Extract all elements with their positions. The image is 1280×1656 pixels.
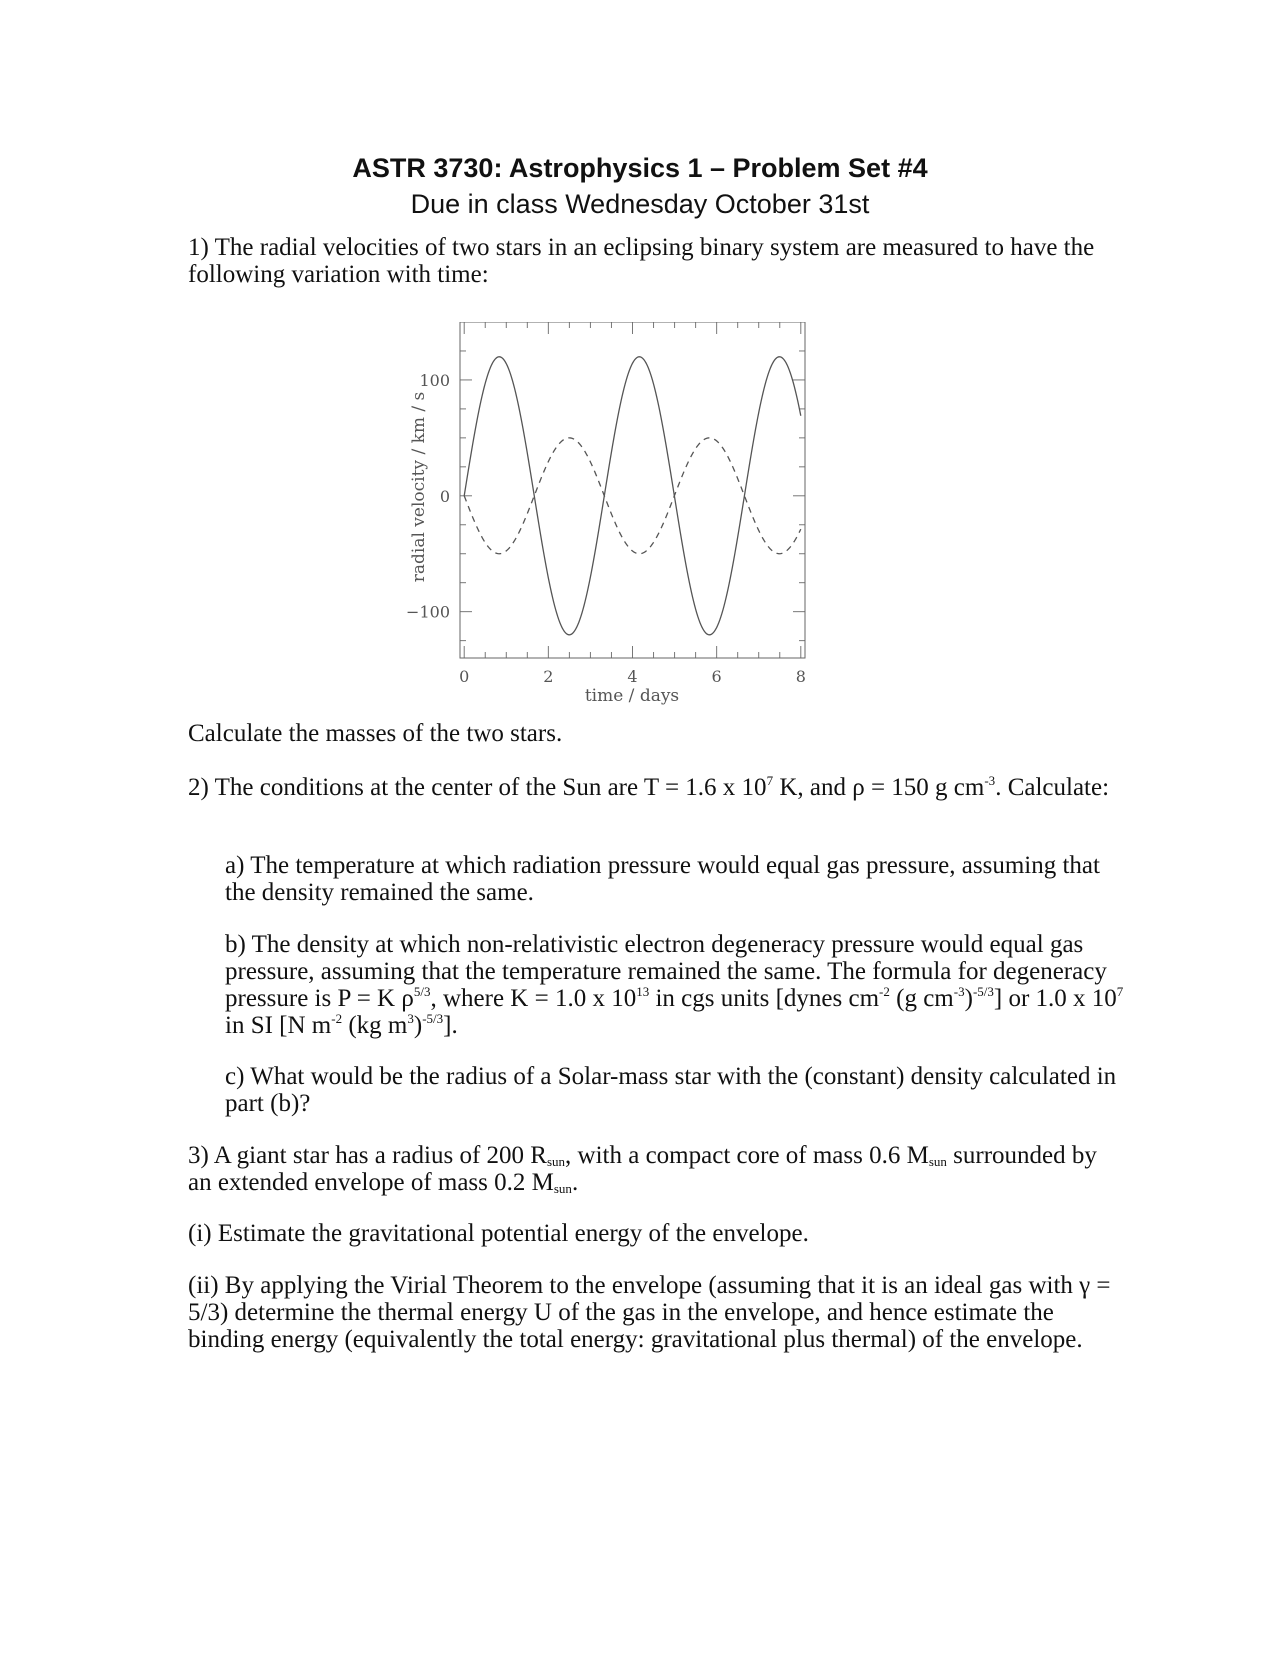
- series-star-2-line: [464, 438, 801, 554]
- plot-frame: [460, 322, 805, 658]
- y-tick-label: −100: [406, 602, 450, 622]
- x-tick-label: 8: [795, 667, 806, 686]
- x-tick-labels: [459, 667, 806, 686]
- due-date: Due in class Wednesday October 31st: [410, 189, 870, 219]
- question-1-task: Calculate the masses of the two stars.: [188, 720, 563, 747]
- x-tick-label: 6: [711, 667, 722, 686]
- series-star-1-line: [464, 357, 801, 635]
- question-3-i: (i) Estimate the gravitational potential energy of the envelope.: [188, 1220, 809, 1247]
- x-tick-label: 0: [459, 667, 470, 686]
- chart-ticks: [460, 322, 805, 658]
- question-2-intro: 2) The conditions at the center of the Sun are T = 1.6 x $10^7$ K, and ρ = 150 g $cm^{-3}$. Calculate:: [188, 773, 1110, 801]
- question-3-intro: 3) A giant star has a radius of 200 $R_{sun}$, with a compact core of mass 0.6 $M_{sun}$ surrounded by an extended envelope of mass 0.2 $M_{sun}$.: [188, 1142, 1097, 1196]
- radial-velocity-chart: [400, 322, 840, 732]
- x-axis-label: time / days: [584, 686, 680, 706]
- page-title: ASTR 3730: Astrophysics 1 – Problem Set #4: [352, 153, 928, 183]
- y-axis-label: radial velocity / km / s: [409, 391, 429, 583]
- x-tick-label: 4: [627, 667, 638, 686]
- y-tick-label: 0: [439, 486, 450, 506]
- question-2b: b) The density at which non-relativistic electron degeneracy pressure would equal gas pressure, assuming that the temperature remained the same. The formula for degeneracy pressure is P = K $\rho^{5/3}$, where K = 1.0 x $10^{13}$ in cgs units [dynes $cm^{-2}$ (g $cm^{-3})^{-5/3}$] or 1.0 x $10^7$ in SI [N $m^{-2}$ (kg $m^3)^{-5/3}$].: [225, 931, 1124, 1039]
- question-3-ii: (ii) By applying the Virial Theorem to the envelope (assuming that it is an ideal gas with γ = 5/3) determine the thermal energy U of the gas in the envelope, and hence estimate the binding energy (equivalently the total energy: gravitational plus thermal) of the envelope.: [188, 1272, 1111, 1353]
- question-2c: c) What would be the radius of a Solar-mass star with the (constant) density calculated in part (b)?: [225, 1063, 1117, 1117]
- x-tick-label: 2: [543, 667, 554, 686]
- question-2a: a) The temperature at which radiation pressure would equal gas pressure, assuming that the density remained the same.: [225, 852, 1100, 906]
- question-1-intro: 1) The radial velocities of two stars in an eclipsing binary system are measured to have the following variation with time:: [188, 234, 1095, 288]
- y-tick-label: 100: [419, 370, 450, 390]
